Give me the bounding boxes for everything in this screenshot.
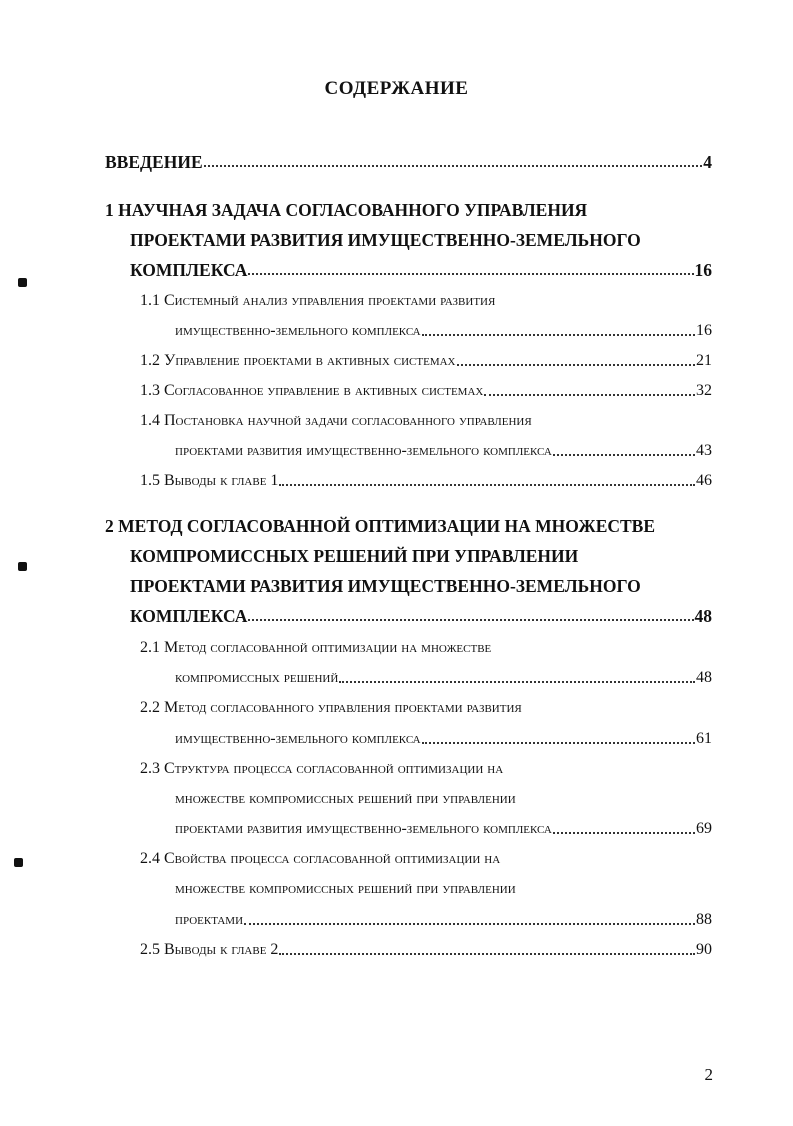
dot-leader	[339, 681, 695, 683]
dot-leader	[279, 484, 695, 486]
scan-mark-2	[18, 562, 27, 571]
toc-chapter-1-line3[interactable]	[130, 260, 712, 280]
toc-label: компромиссных решений	[175, 669, 339, 686]
page-title: СОДЕРЖАНИЕ	[324, 78, 469, 99]
toc-chapter-2-line1[interactable]: 2 МЕТОД СОГЛАСОВАННОЙ ОПТИМИЗАЦИИ НА МНОЖЕСТВЕ	[105, 516, 656, 536]
toc-chapter-2-line3[interactable]: ПРОЕКТАМИ РАЗВИТИЯ ИМУЩЕСТВЕННО-ЗЕМЕЛЬНОГО	[130, 576, 641, 596]
toc-section-1-4-line1[interactable]: 1.4 Постановка научной задачи согласованного управления	[140, 412, 532, 429]
toc-page: 69	[696, 820, 712, 837]
dot-leader	[553, 454, 695, 456]
dot-leader	[244, 923, 695, 925]
toc-page: 21	[696, 352, 712, 369]
toc-section-2-1-line2[interactable]	[175, 668, 712, 688]
toc-section-1-5[interactable]	[140, 471, 712, 491]
toc-chapter-2-line4[interactable]	[130, 606, 712, 626]
dot-leader	[422, 742, 695, 744]
toc-section-2-3-line1[interactable]: 2.3 Структура процесса согласованной оптимизации на	[140, 760, 504, 777]
toc-label: 1.5 Выводы к главе 1	[140, 472, 279, 489]
toc-label: имущественно-земельного комплекса	[175, 322, 421, 339]
toc-page: 16	[696, 322, 712, 339]
dot-leader	[204, 165, 703, 167]
toc-label: ВВЕДЕНИЕ	[105, 152, 203, 172]
toc-section-2-4-line3[interactable]	[175, 910, 712, 930]
toc-page: 4	[703, 152, 712, 172]
toc-label: 1.2 Управление проектами в активных системах	[140, 352, 456, 369]
dot-leader	[248, 619, 693, 621]
toc-section-2-5[interactable]	[140, 940, 712, 960]
toc-page: 16	[694, 260, 712, 280]
toc-label: 1.3 Согласованное управление в активных системах	[140, 382, 484, 399]
toc-page: 48	[694, 606, 712, 626]
dot-leader	[422, 334, 695, 336]
toc-section-2-2-line1[interactable]: 2.2 Метод согласованного управления проектами развития	[140, 699, 522, 716]
toc-chapter-1-line1[interactable]: 1 НАУЧНАЯ ЗАДАЧА СОГЛАСОВАННОГО УПРАВЛЕНИЯ	[105, 200, 588, 220]
toc-section-1-1-line1[interactable]: 1.1 Системный анализ управления проектами развития	[140, 292, 496, 309]
scan-mark-3	[14, 858, 23, 867]
toc-label: КОМПЛЕКСА	[130, 606, 248, 626]
toc-label: проектами развития имущественно-земельного комплекса	[175, 820, 552, 837]
toc-section-1-4-line2[interactable]	[175, 441, 712, 461]
toc-section-2-4-line2[interactable]: множестве компромиссных решений при управлении	[175, 880, 516, 897]
toc-section-2-2-line2[interactable]	[175, 729, 712, 749]
toc-page: 90	[696, 941, 712, 958]
toc-section-2-4-line1[interactable]: 2.4 Свойства процесса согласованной оптимизации на	[140, 850, 501, 867]
dot-leader	[457, 364, 696, 366]
toc-label: проектами развития имущественно-земельного комплекса	[175, 442, 552, 459]
toc-section-2-3-line2[interactable]: множестве компромиссных решений при управлении	[175, 790, 516, 807]
toc-page: 48	[696, 669, 712, 686]
toc-page: 43	[696, 442, 712, 459]
toc-label: КОМПЛЕКСА	[130, 260, 248, 280]
toc-section-2-1-line1[interactable]: 2.1 Метод согласованной оптимизации на множестве	[140, 639, 492, 656]
toc-entry-intro[interactable]	[105, 152, 712, 172]
toc-page: 88	[696, 911, 712, 928]
toc-section-2-3-line3[interactable]	[175, 819, 712, 839]
toc-chapter-1-line2[interactable]: ПРОЕКТАМИ РАЗВИТИЯ ИМУЩЕСТВЕННО-ЗЕМЕЛЬНОГО	[130, 230, 641, 250]
toc-section-1-1-line2[interactable]	[175, 321, 712, 341]
toc-page: 46	[696, 472, 712, 489]
toc-label: имущественно-земельного комплекса	[175, 730, 421, 747]
toc-label: проектами	[175, 911, 244, 928]
dot-leader	[248, 273, 693, 275]
scan-mark-1	[18, 278, 27, 287]
dot-leader	[279, 953, 695, 955]
toc-chapter-2-line2[interactable]: КОМПРОМИССНЫХ РЕШЕНИЙ ПРИ УПРАВЛЕНИИ	[130, 546, 579, 566]
toc-page: 32	[696, 382, 712, 399]
toc-label: 2.5 Выводы к главе 2	[140, 941, 279, 958]
toc-section-1-2[interactable]	[140, 351, 712, 371]
dot-leader	[553, 832, 695, 834]
toc-section-1-3[interactable]	[140, 381, 712, 401]
toc-page: 61	[696, 730, 712, 747]
page-number: 2	[704, 1065, 713, 1084]
dot-leader	[484, 394, 695, 396]
